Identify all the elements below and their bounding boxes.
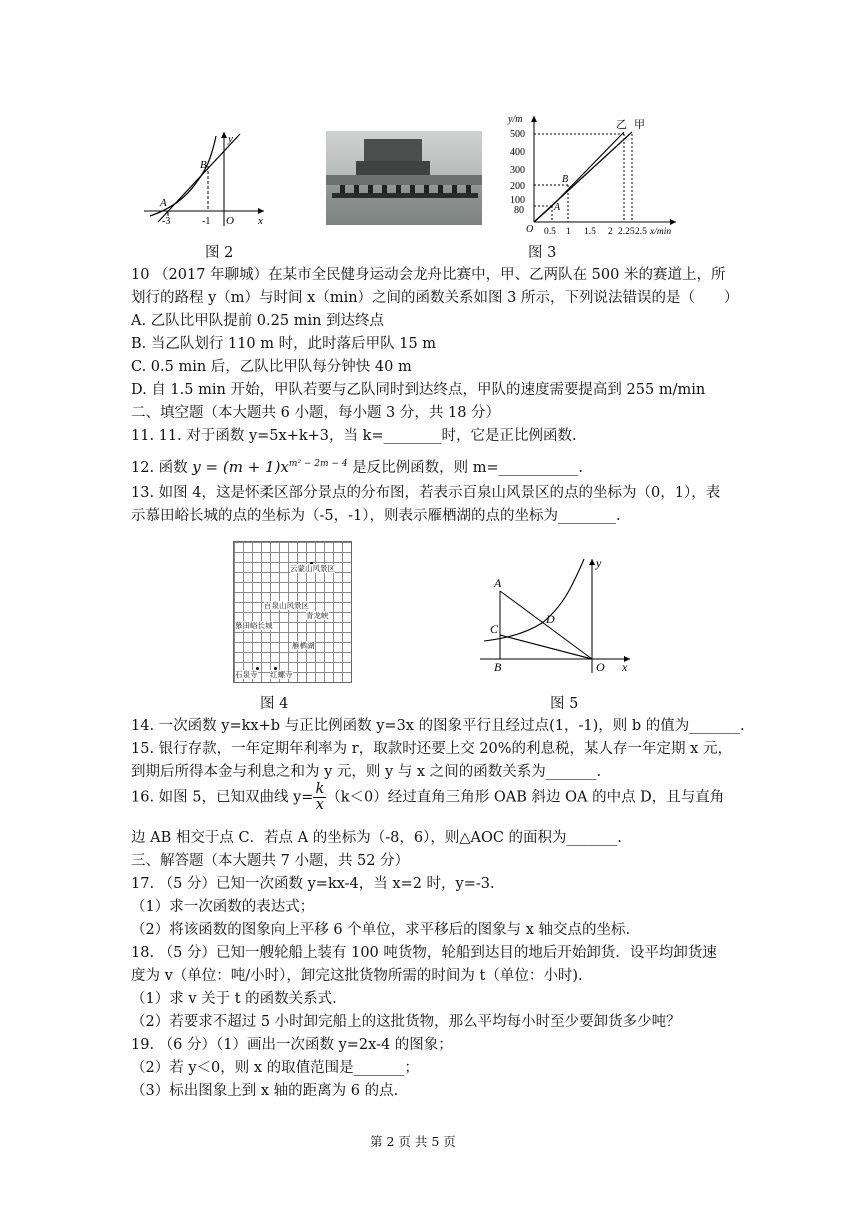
q10-line2: 划行的路程 y（m）与时间 x（min）之间的函数关系如图 3 所示，下列说法错误的是（ ）	[131, 290, 739, 306]
fig2-point-a: A	[160, 197, 167, 209]
q10-option-c: C. 0.5 min 后，乙队比甲队每分钟快 40 m	[131, 359, 412, 375]
q16-prefix: 16. 如图 5，已知双曲线 y=	[131, 789, 314, 806]
q17-part1: （1）求一次函数的表达式；	[131, 899, 315, 915]
map-label-qinglong: 青龙峡	[306, 611, 329, 620]
q10-option-a: A. 乙队比甲队提前 0.25 min 到达终点	[131, 313, 385, 329]
fig5-x-label: x	[622, 660, 628, 674]
fig2-point-b: B	[200, 159, 207, 171]
fig3-xtick-2.25: 2.25	[618, 227, 635, 237]
q12-formula: y = (m + 1)x	[192, 457, 289, 476]
fig2-tick-m1: -1	[202, 216, 211, 227]
map-label-hongluo: 红螺寺	[270, 670, 293, 679]
fig5-origin: O	[596, 660, 605, 674]
q10-line1: 10 （2017 年聊城）在某市全民健身运动会龙舟比赛中，甲、乙两队在 500 米的赛道上，所	[131, 267, 726, 283]
q16-suffix: （k＜0）经过直角三角形 OAB 斜边 OA 的中点 D，且与直角	[326, 789, 725, 806]
fig3-series-yi: 乙	[616, 119, 627, 131]
figure-5	[480, 555, 640, 675]
fig3-x-label: x/min	[650, 227, 672, 237]
dragon-boat-photo	[326, 131, 482, 225]
map-label-shiquan: 石泉寺	[235, 670, 258, 679]
q16-line2: 边 AB 相交于点 C．若点 A 的坐标为（-8，6），则△AOC 的面积为_______.	[131, 830, 622, 846]
fig5-point-b: B	[494, 660, 502, 674]
fig3-series-jia: 甲	[634, 119, 645, 131]
fig5-point-a: A	[494, 576, 502, 590]
q17-part2: （2）将该函数的图象向上平移 6 个单位，求平移后的图象与 x 轴交点的坐标.	[131, 922, 631, 938]
fig3-ytick-400: 400	[510, 147, 525, 158]
map-label-yunmeng: 云蒙山风景区	[290, 564, 335, 573]
section-2-heading: 二、填空题（本大题共 6 小题，每小题 3 分，共 18 分）	[131, 405, 501, 421]
fig3-ytick-80: 80	[514, 205, 524, 216]
q16-denominator: x	[315, 797, 324, 813]
fig5-caption: 图 5	[550, 696, 579, 712]
fig3-ytick-200: 200	[510, 181, 525, 192]
q12-exponent: m² − 2m − 4	[288, 459, 348, 469]
fig3-xtick-2.5: 2.5	[635, 227, 647, 237]
fig3-point-b: B	[562, 174, 569, 185]
q19-part2: （2）若 y＜0，则 x 的取值范围是_______；	[131, 1060, 419, 1076]
q13-line1: 13. 如图 4，这是怀柔区部分景点的分布图，若表示百泉山风景区的点的坐标为（0，1），表	[131, 485, 721, 501]
q19: 19. （6 分）（1）画出一次函数 y=2x-4 的图象；	[131, 1037, 453, 1053]
map-label-baiquan: 百泉山风景区	[264, 601, 309, 610]
fig3-y-label: y/m	[508, 114, 523, 125]
q15-line2: 到期后所得本金与利息之和为 y 元，则 y 与 x 之间的函数关系为_______.	[131, 764, 602, 780]
fig5-point-d: D	[546, 612, 555, 626]
q17: 17. （5 分）已知一次函数 y=kx-4，当 x=2 时，y=-3.	[131, 876, 495, 892]
q18-line2: 度为 v（单位：吨/小时），卸完这批货物所需的时间为 t（单位：小时).	[131, 968, 583, 984]
fig3-ytick-300: 300	[510, 165, 525, 176]
map-label-yanqi: 雁栖湖	[292, 641, 315, 650]
q15-line1: 15. 银行存款，一年定期年利率为 r，取款时还要上交 20%的利息税，某人存一年定期 x 元，	[131, 741, 732, 757]
fig3-caption: 图 3	[528, 245, 557, 261]
section-3-heading: 三、解答题（本大题共 7 小题，共 52 分）	[131, 853, 410, 869]
fig3-ytick-500: 500	[510, 129, 525, 140]
q16-line1	[131, 782, 724, 813]
q11: 11. 11. 对于函数 y=5x+k+3，当 k=________时，它是正比例函数.	[131, 428, 577, 444]
fig4-caption: 图 4	[260, 696, 289, 712]
figure-4-map	[233, 541, 352, 683]
fig5-y-label: y	[596, 556, 602, 570]
q12-suffix: 是反比例函数，则 m=___________.	[352, 459, 584, 476]
figure-2	[140, 128, 270, 228]
fig3-point-a: A	[554, 202, 561, 213]
fig3-ytick-100: 100	[510, 195, 525, 206]
fig3-xtick-0.5: 0.5	[544, 227, 556, 237]
fig2-tick-m3: -3	[162, 216, 171, 227]
figure-3	[500, 110, 690, 238]
page-footer: 第 2 页 共 5 页	[370, 1134, 456, 1149]
fig5-point-c: C	[490, 622, 499, 636]
q19-part3: （3）标出图象上到 x 轴的距离为 6 的点.	[131, 1083, 399, 1099]
q10-option-b: B. 当乙队划行 110 m 时，此时落后甲队 15 m	[131, 336, 437, 352]
q14: 14. 一次函数 y=kx+b 与正比例函数 y=3x 的图象平行且经过点(1，-1)，则 b 的值为_______.	[131, 718, 745, 734]
fig2-caption: 图 2	[205, 245, 234, 261]
q18-part2: （2）若要求不超过 5 小时卸完船上的这批货物，那么平均每小时至少要卸货多少吨？	[131, 1014, 681, 1030]
q18-line1: 18. （5 分）已知一艘轮船上装有 100 吨货物，轮船到达目的地后开始卸货．设平均卸货速	[131, 945, 717, 961]
fig3-xtick-1.5: 1.5	[584, 227, 596, 237]
fig2-x-label: x	[258, 215, 263, 227]
fig3-xtick-1: 1	[566, 227, 571, 237]
q13-line2: 示慕田峪长城的点的坐标为（-5，-1），则表示雁栖湖的点的坐标为________.	[131, 508, 621, 524]
q12	[131, 455, 583, 477]
q16-fraction	[313, 782, 326, 813]
fig3-origin: O	[526, 224, 534, 235]
map-label-mutianyu: 慕田峪长城	[235, 621, 273, 630]
fig2-origin: O	[226, 215, 234, 227]
q16-numerator: k	[315, 781, 325, 797]
fig3-xtick-2: 2	[608, 227, 613, 237]
q18-part1: （1）求 v 关于 t 的函数关系式.	[131, 991, 337, 1007]
fig2-y-label: y	[228, 133, 233, 145]
q12-prefix: 12. 函数	[131, 459, 188, 476]
q10-option-d: D. 自 1.5 min 开始，甲队若要与乙队同时到达终点，甲队的速度需要提高到 255 m/min	[131, 382, 706, 398]
